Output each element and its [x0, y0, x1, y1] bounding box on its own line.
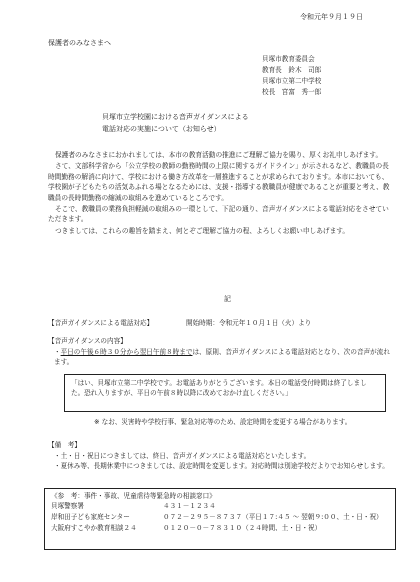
- body-paragraph: さて、文部科学省から「公立学校の教師の勤務時間の上限に関するガイドライン」が示されるなど、教職員の長時間勤務の解消に向けて、学校における働き方改革を一層推進することが求められております。本市においても、学校園が子どもたちの活気あふれる場となるためには、支援・指導する教職員が健康であることが重要と考え、教職員の長時間勤務の縮減の取組みを進めているところです。: [48, 162, 390, 202]
- contact-row: [51, 501, 389, 512]
- guidance-note: ※ なお、災害時や学校行事、緊急対応等のため、設定時間を変更する場合があります。: [94, 418, 352, 426]
- bullet-mark: ・: [54, 348, 61, 356]
- contact-number: ４３１－１２３４: [163, 502, 216, 510]
- guidance-message-box: [64, 374, 386, 412]
- remarks-list: [54, 451, 392, 471]
- contact-row: [51, 512, 389, 523]
- remarks-label: 【備 考】: [48, 441, 81, 449]
- guidance-bullet: [54, 347, 394, 367]
- sender-line: 貝塚市教育委員会: [262, 55, 315, 63]
- body-text: [48, 150, 392, 237]
- contact-name: 大阪府すこやか教育相談２４: [51, 524, 137, 532]
- remarks-item: ・夏休み等、長期休業中につきましては、設定時間を変更します。対応時間は別途学校だよりでお知らせします。: [54, 462, 389, 470]
- bullet-mark: ・: [54, 462, 61, 470]
- guidance-bullet-text: は、原則、音声ガイダンスによる電話対応となり、次の音声が流れます。: [54, 348, 390, 366]
- contacts-heading: 《参 考：事件・事故、児童虐待等緊急時の相談窓口》: [51, 492, 216, 500]
- contacts-box: [44, 488, 396, 550]
- section-guidance-label: 【音声ガイダンスの内容】: [48, 337, 127, 345]
- contact-number: ０１２０－０－７８３１０（２４時間、土・日・祝）: [163, 524, 322, 532]
- section-phone-start: 開始時期：令和元年１０月１日（火）より: [186, 319, 312, 327]
- section-phone-label: 【音声ガイダンスによる電話対応】: [48, 319, 154, 327]
- guidance-time-range: 平日の午後６時３０分から翌日午前８時まで: [60, 348, 193, 356]
- ki-marker: 記: [224, 295, 231, 303]
- sender-line: 教育長 鈴木 司郎: [262, 66, 322, 74]
- guidance-message: 「はい、貝塚市立第二中学校です。お電話ありがとうございます。本日の電話受付時間は終了しました。恐れ入りますが、平日の午前８時以降に改めておかけ直しください。」: [71, 379, 367, 397]
- document-title-line-1: 貝塚市立学校園における音声ガイダンスによる: [102, 113, 249, 121]
- contact-name: 岸和田子ども家庭センター: [51, 513, 130, 521]
- document-date: 令和元年９月１９日: [300, 13, 363, 21]
- body-paragraph: そこで、教職員の業務負担軽減の取組みの一環として、下記の通り、音声ガイダンスによる電話対応をさせていただきます。: [48, 205, 389, 224]
- document-title-line-2: 電話対応の実施について（お知らせ）: [102, 125, 221, 133]
- contact-number: ０７２－２９５－８７３７（平日１７:４５ ～ 翌朝９:００、土・日・祝）: [163, 513, 383, 521]
- bullet-mark: ・: [54, 452, 61, 460]
- recipient-line: 保護者のみなさまへ: [48, 39, 111, 47]
- contact-row: [51, 523, 389, 534]
- body-paragraph: 保護者のみなさまにおかれましては、本市の教育活動の推進にご理解ご協力を賜り、厚くお礼申しあげます。: [55, 151, 383, 159]
- sender-line: 校長 宮富 秀一郎: [262, 88, 322, 96]
- sender-line: 貝塚市立第二中学校: [262, 77, 322, 85]
- body-paragraph: つきましては、これらの趣旨を踏まえ、何とぞご理解ご協力の程、よろしくお願い申しあげます。: [55, 226, 350, 235]
- contact-name: 貝塚警察署: [51, 502, 84, 510]
- remarks-item: ・土・日・祝日につきましては、終日、音声ガイダンスによる電話対応といたします。: [54, 452, 311, 460]
- sender-block: [262, 54, 321, 98]
